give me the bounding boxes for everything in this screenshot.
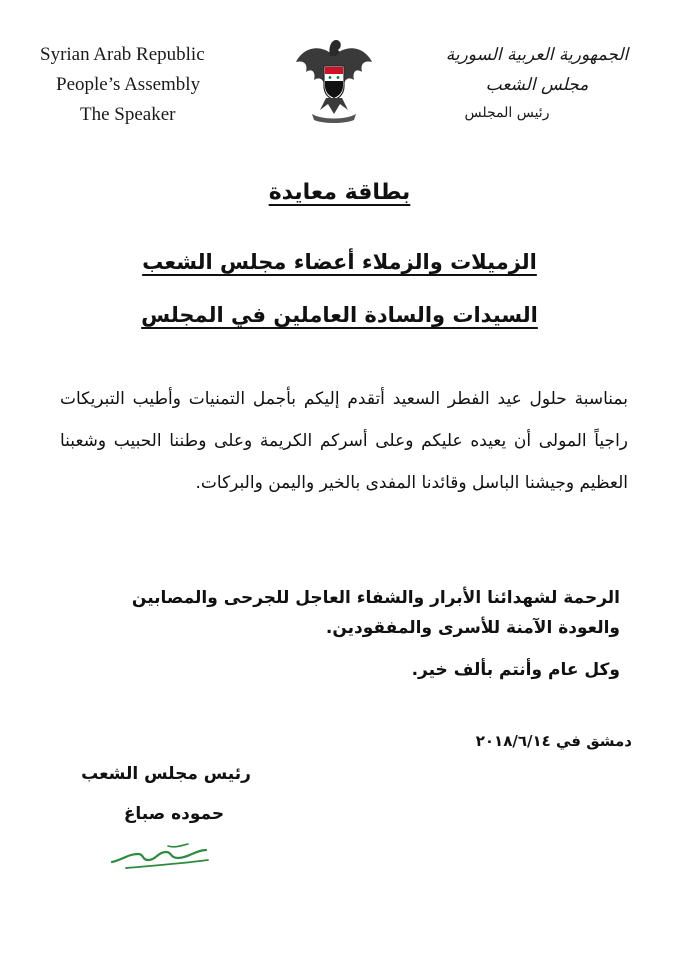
addressee-line1: الزميلات والزملاء أعضاء مجلس الشعب — [142, 250, 537, 274]
document-title: بطاقة معايدة — [268, 180, 411, 205]
letterhead-en-line3: The Speaker — [80, 104, 176, 125]
hawk-emblem-icon — [294, 34, 374, 126]
handwritten-signature-icon — [108, 838, 218, 874]
greeting-body: بمناسبة حلول عيد الفطر السعيد أتقدم إليكم بأجمل التمنيات وأطيب التبريكات راجياً المولى أن يعيده عليكم وعلى أسركم الكريمة وعلى وطننا الحبيب وشعبنا العظيم وجيشنا الباسل وقائدنا المفدى بالخير واليمن والبركات. — [60, 389, 628, 493]
letterhead-english — [40, 40, 240, 130]
letterhead-ar-line1: الجمهورية العربية السورية — [445, 45, 629, 65]
letterhead-arabic — [437, 40, 637, 126]
closing-line3: وكل عام وأنتم بألف خير. — [411, 660, 620, 680]
closing-line2: والعودة الآمنة للأسرى والمفقودين. — [325, 618, 620, 638]
signatory-name: حموده صباغ — [123, 804, 225, 824]
letterhead-en-line2: People’s Assembly — [56, 74, 201, 95]
signatory-title: رئيس مجلس الشعب — [81, 764, 251, 784]
letterhead-en-line1: Syrian Arab Republic — [40, 44, 205, 65]
document-date: دمشق في ٢٠١٨/٦/١٤ — [475, 732, 632, 750]
addressee-line2: السيدات والسادة العاملين في المجلس — [141, 303, 538, 327]
letterhead-ar-line2: مجلس الشعب — [485, 75, 589, 95]
letterhead-ar-line3: رئيس المجلس — [464, 105, 550, 121]
closing-line1: الرحمة لشهدائنا الأبرار والشفاء العاجل للجرحى والمصابين — [131, 588, 620, 608]
